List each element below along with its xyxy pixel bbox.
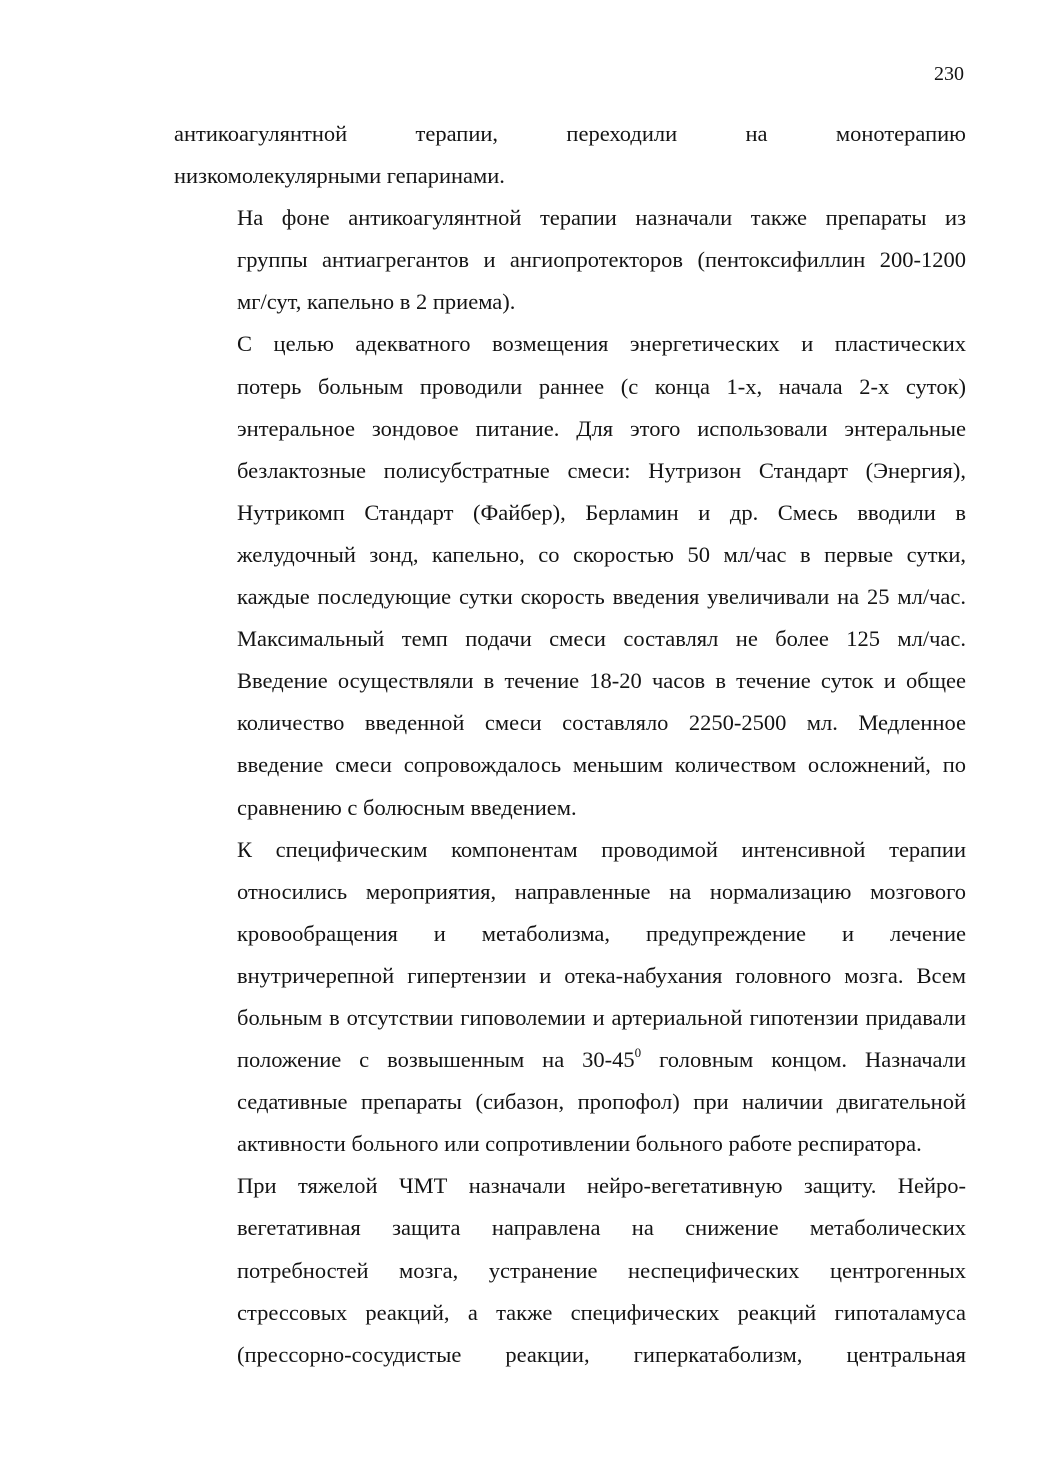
paragraph-5 <box>174 1165 966 1375</box>
text-line: больным в отсутствии гиповолемии и артериальной гипотензии придавали <box>237 1004 966 1030</box>
text-line-with-superscript <box>174 1039 966 1081</box>
paragraph-4 <box>174 829 966 1166</box>
text-line: низкомолекулярными гепаринами. <box>174 163 505 189</box>
text-line: активности больного или сопротивлении больного работе респиратора. <box>237 1131 922 1157</box>
text-line: мг/сут, капельно в 2 приема). <box>237 289 516 315</box>
text-line: группы антиагрегантов и ангиопротекторов (пентоксифиллин 200-1200 <box>237 247 966 273</box>
text-line: седативные препараты (сибазон, пропофол) при наличии двигательной <box>237 1089 966 1115</box>
document-body <box>174 113 966 1376</box>
text-line: вегетативная защита направлена на снижение метаболических <box>237 1215 966 1241</box>
text-line: Нутрикомп Стандарт (Файбер), Берламин и др. Смесь вводили в <box>237 499 966 525</box>
paragraph-3 <box>174 323 966 828</box>
paragraph-2 <box>174 197 966 323</box>
text-line: антикоагулянтной терапии, переходили на монотерапию <box>174 121 966 146</box>
text-line: потребностей мозга, устранение неспецифических центрогенных <box>237 1257 966 1283</box>
text-line: Введение осуществляли в течение 18-20 часов в течение суток и общее <box>237 668 966 694</box>
page-number: 230 <box>934 63 964 85</box>
text-fragment: головным концом. Назначали <box>641 1047 966 1073</box>
text-line: каждые последующие сутки скорость введения увеличивали на 25 мл/час. <box>237 584 966 610</box>
text-line: энтеральное зондовое питание. Для этого использовали энтеральные <box>237 415 966 441</box>
text-line: Максимальный темп подачи смеси составлял не более 125 мл/час. <box>237 626 966 652</box>
text-line: сравнению с болюсным введением. <box>237 794 577 820</box>
text-line: При тяжелой ЧМТ назначали нейро-вегетативную защиту. Нейро- <box>237 1173 966 1199</box>
text-line: кровообращения и метаболизма, предупреждение и лечение <box>237 920 966 946</box>
text-line: количество введенной смеси составляло 2250-2500 мл. Медленное <box>237 710 966 736</box>
text-line: потерь больным проводили раннее (с конца 1-х, начала 2-х суток) <box>237 373 966 399</box>
text-line: стрессовых реакций, а также специфических реакций гипоталамуса <box>237 1299 966 1325</box>
text-line: введение смеси сопровождалось меньшим количеством осложнений, по <box>237 752 966 778</box>
text-line: безлактозные полисубстратные смеси: Нутризон Стандарт (Энергия), <box>237 457 966 483</box>
text-line: К специфическим компонентам проводимой интенсивной терапии <box>237 836 966 862</box>
paragraph-1 <box>174 113 966 197</box>
text-line: внутричерепной гипертензии и отека-набухания головного мозга. Всем <box>237 962 966 988</box>
text-line: относились мероприятия, направленные на нормализацию мозгового <box>237 878 966 904</box>
degree-superscript: 0 <box>634 1044 642 1060</box>
text-line: желудочный зонд, капельно, со скоростью 50 мл/час в первые сутки, <box>237 541 966 567</box>
text-fragment: положение с возвышенным на 30-45 <box>237 1047 635 1073</box>
text-line: С целью адекватного возмещения энергетических и пластических <box>237 331 966 357</box>
text-line: На фоне антикоагулянтной терапии назначали также препараты из <box>237 205 966 231</box>
text-line: (прессорно-сосудистые реакции, гиперкатаболизм, центральная <box>237 1341 966 1367</box>
